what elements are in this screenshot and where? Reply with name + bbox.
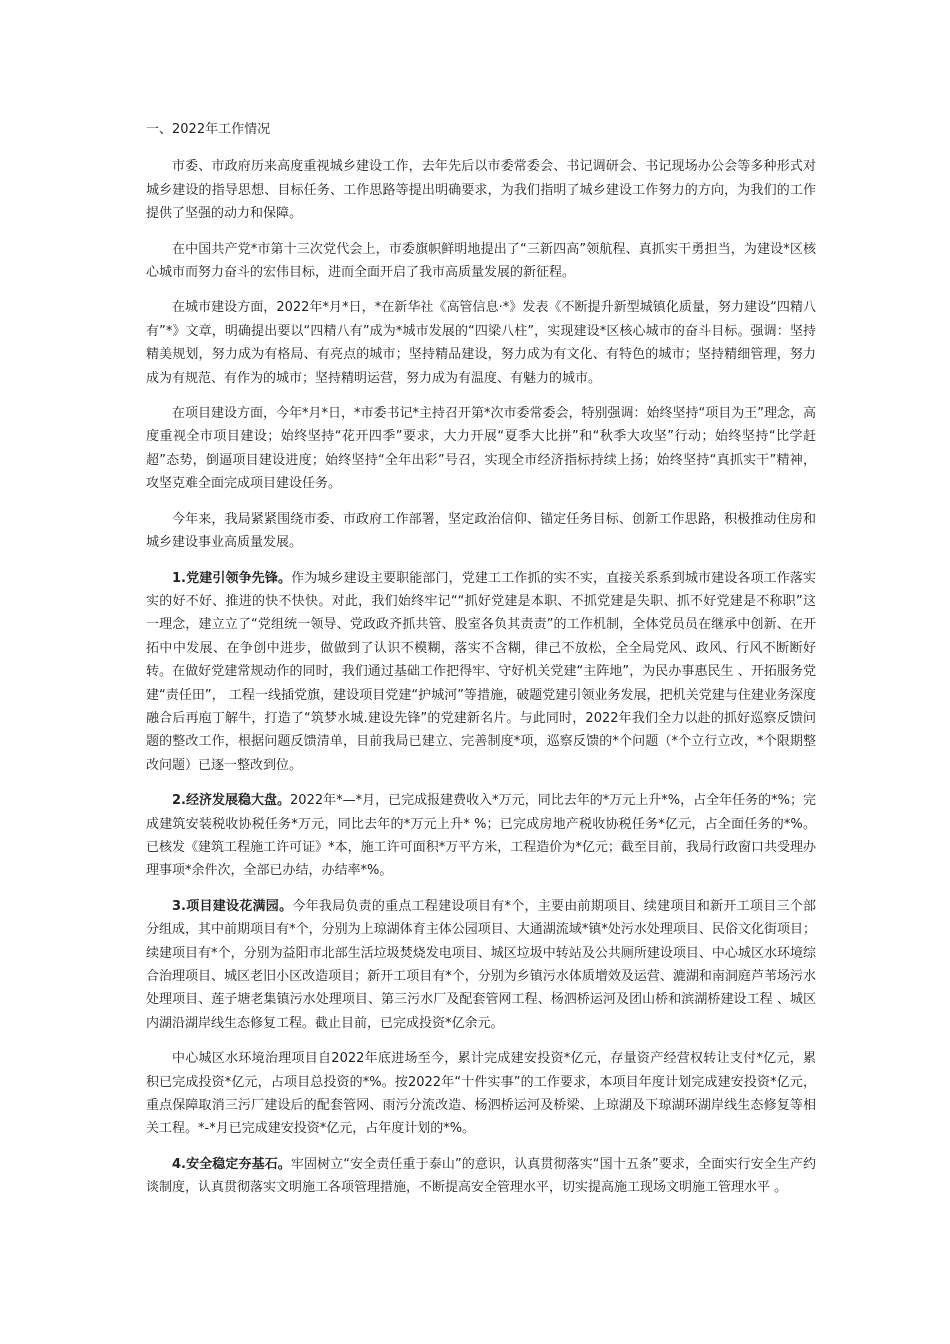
paragraph-text: 在项目建设方面，今年*月*日，*市委书记*主持召开第*次市委常委会，特别强调：始终坚持“项目为王”理念，高度重视全市项目建设；始终坚持“花开四季”要求，大力开展“夏季大比拼”和“秋季大攻坚”行动；始终坚持“比学赶超”态势，倒逼项目建设进度；始终坚持“全年出彩”号召，实现全市经济指标持续上扬；始终坚持“真抓实干”精神，攻坚克难全面完成项目建设任务。 <box>146 406 816 492</box>
paragraph-2 <box>146 238 816 285</box>
paragraph-7 <box>146 789 816 883</box>
paragraph-text: 2022年*—*月，已完成报建费收入*万元，同比去年的*万元上升*%，占全年任务的*%；完成建筑安装税收协税任务*万元，同比去年的*万元上升* %；已完成房地产税收协税任务*亿元，占全面任务的*%。已核发《建筑工程施工许可证》*本，施工许可面积*万平方米，工程造价为*亿元；截至目前，我局行政窗口共受理办理事项*余件次，全部已办结，办结率*%。 <box>146 793 816 879</box>
paragraph-text: 在中国共产党*市第十三次党代会上，市委旗帜鲜明地提出了“三新四高”领航程、真抓实干勇担当，为建设*区核心城市而努力奋斗的宏伟目标，进而全面开启了我市高质量发展的新征程。 <box>146 241 816 281</box>
paragraph-lead: 4.安全稳定夯基石。 <box>172 1156 291 1172</box>
paragraph-text: 在城市建设方面，2022年*月*日，*在新华社《高管信息·*》发表《不断提升新型城镇化质量，努力建设“四精八有”*》文章，明确提出要以“四精八有”成为*城市发展的“四梁八柱”，实现建设*区核心城市的奋斗目标。强调：坚持精美规划，努力成为有格局、有亮点的城市；坚持精品建设，努力成为有文化、有特色的城市；坚持精细管理，努力成为有规范、有作为的城市；坚持精明运营，努力成为有温度、有魅力的城市。 <box>146 300 816 386</box>
paragraph-10 <box>146 1153 816 1200</box>
paragraph-text: 中心城区水环境治理项目自2022年底进场至今，累计完成建安投资*亿元，存量资产经营权转让支付*亿元，累积已完成投资*亿元，占项目总投资的*%。按2022年“十件实事”的工作要求，本项目年度计划完成建安投资*亿元，重点保障取消三污厂建设后的配套管网、雨污分流改造、杨泗桥运河及桥梁、上琼湖及下琼湖环湖岸线生态修复等相关工程。*-*月已完成建安投资*亿元，占年度计划的*%。 <box>146 1051 816 1137</box>
paragraph-1 <box>146 155 816 225</box>
paragraph-9 <box>146 1047 816 1141</box>
paragraph-3 <box>146 296 816 390</box>
paragraph-text: 今年我局负责的重点工程建设项目有*个，主要由前期项目、续建项目和新开工项目三个部分组成，其中前期项目有*个，分别为上琼湖体育主体公园项目、大通湖流域*镇*处污水处理项目、民俗文化街项目；续建项目有*个，分别为益阳市北部生活垃圾焚烧发电项目、城区垃圾中转站及公共厕所建设项目、中心城区水环境综合治理项目、城区老旧小区改造项目；新开工项目有*个，分别为乡镇污水体质增效及运营、漉湖和南洞庭芦苇场污水处理项目、莲子塘老集镇污水处理项目、第三污水厂及配套管网工程、杨泗桥运河及团山桥和滨湖桥建设工程 、城区内湖沿湖岸线生态修复工程。截止目前，已完成投资*亿余元。 <box>146 898 816 1031</box>
paragraph-5 <box>146 508 816 555</box>
paragraph-text: 牢固树立“安全责任重于泰山”的意识，认真贯彻落实“国十五条”要求，全面实行安全生产约谈制度，认真贯彻落实文明施工各项管理措施，不断提高安全管理水平，切实提高施工现场文明施工管理水平 。 <box>146 1156 816 1196</box>
document-page <box>146 118 816 1212</box>
section-heading: 一、2022年工作情况 <box>146 122 271 137</box>
paragraph-text: 市委、市政府历来高度重视城乡建设工作，去年先后以市委常委会、书记调研会、书记现场办公会等多种形式对城乡建设的指导思想、目标任务、工作思路等提出明确要求，为我们指明了城乡建设工作努力的方向，为我们的工作提供了坚强的动力和保障。 <box>146 159 816 222</box>
paragraph-text: 今年来，我局紧紧围绕市委、市政府工作部署，坚定政治信仰、锚定任务目标、创新工作思路，积极推动住房和城乡建设事业高质量发展。 <box>146 511 816 551</box>
paragraph-text: 作为城乡建设主要职能部门，党建工工作抓的实不实，直接关系系到城市建设各项工作落实实的好不好、推进的快不快快。对此，我们始终牢记““抓好党建是本职、不抓党建是失职、抓不好党建是不称职”这一理念，建立立了“党组统一领导、党政政齐抓共管、股室各负其责责”的工作机制，全体党员员在继承中创新、在开拓中中发展、在争创中进步，做做到了认识不模糊，落实不含糊，律己不放松，全全局党风、政风、行风不断断好转。在做好党建常规动作的同时，我们通过基础工作把得牢、守好机关党建“主阵地”，为民办事惠民生 、开拓服务党建“责任田”， 工程一线插党旗，建设项目党建“护城河”等措施，破题党建引领业务发展，把机关党建与住建业务深度融合后再庖丁解牛，打造了“筑梦水城.建设先锋”的党建新名片。与此同时，2022年我们全力以赴的抓好巡察反馈问题的整改工作，根据问题反馈清单，目前我局已建立、完善制度*项，巡察反馈的*个问题（*个立行立改，*个限期整改问题）已逐一整改到位。 <box>146 570 816 773</box>
paragraph-lead: 3.项目建设花满园。 <box>172 898 293 914</box>
paragraph-4 <box>146 402 816 496</box>
paragraph-lead: 1.党建引领争先锋。 <box>172 570 292 586</box>
paragraph-8 <box>146 895 816 1035</box>
paragraph-lead: 2.经济发展稳大盘。 <box>172 793 291 809</box>
paragraph-6 <box>146 567 816 778</box>
